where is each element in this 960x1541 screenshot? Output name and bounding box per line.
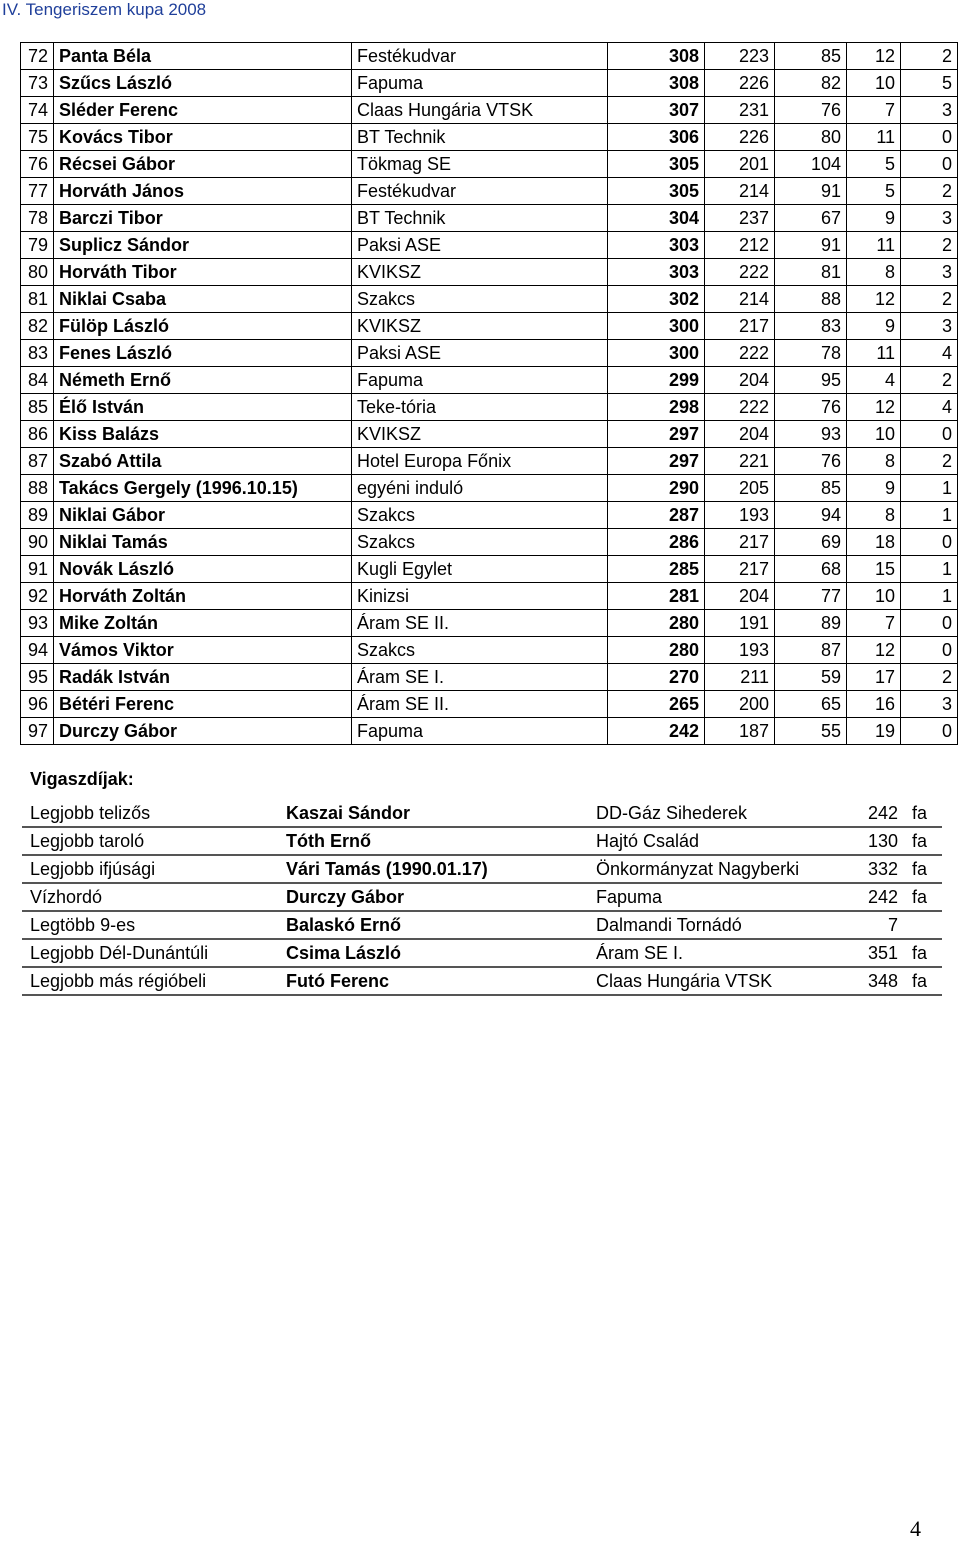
rank-cell: 85 <box>21 394 54 421</box>
award-club: Hajtó Család <box>588 827 828 855</box>
error-count: 10 <box>847 421 901 448</box>
error-count: 17 <box>847 664 901 691</box>
page-number: 4 <box>910 1516 921 1541</box>
club-name: KVIKSZ <box>352 421 608 448</box>
player-name: Sléder Ferenc <box>54 97 352 124</box>
award-winner: Csima László <box>278 939 588 967</box>
award-row <box>22 800 942 827</box>
rank-cell: 91 <box>21 556 54 583</box>
award-row <box>22 827 942 855</box>
total-score: 297 <box>608 448 705 475</box>
player-name: Barczi Tibor <box>54 205 352 232</box>
clear-score: 59 <box>775 664 847 691</box>
award-winner: Kaszai Sándor <box>278 800 588 827</box>
full-score: 222 <box>705 394 775 421</box>
club-name: Festékudvar <box>352 178 608 205</box>
clear-score: 95 <box>775 367 847 394</box>
total-score: 297 <box>608 421 705 448</box>
player-name: Kiss Balázs <box>54 421 352 448</box>
error-count: 12 <box>847 286 901 313</box>
clear-score: 87 <box>775 637 847 664</box>
table-row <box>21 367 958 394</box>
award-score: 332 <box>828 855 902 883</box>
award-unit: fa <box>902 855 942 883</box>
full-score: 222 <box>705 259 775 286</box>
table-row <box>21 205 958 232</box>
table-row <box>21 583 958 610</box>
table-row <box>21 718 958 745</box>
club-name: BT Technik <box>352 205 608 232</box>
club-name: Szakcs <box>352 286 608 313</box>
player-name: Kovács Tibor <box>54 124 352 151</box>
total-score: 303 <box>608 259 705 286</box>
error-count: 7 <box>847 610 901 637</box>
error-count: 9 <box>847 205 901 232</box>
table-row <box>21 448 958 475</box>
error-count: 18 <box>847 529 901 556</box>
total-score: 302 <box>608 286 705 313</box>
award-category: Legtöbb 9-es <box>22 911 278 939</box>
error-count: 11 <box>847 124 901 151</box>
clear-score: 83 <box>775 313 847 340</box>
nines-count: 1 <box>901 583 958 610</box>
nines-count: 3 <box>901 313 958 340</box>
player-name: Fülöp László <box>54 313 352 340</box>
award-winner: Tóth Ernő <box>278 827 588 855</box>
error-count: 5 <box>847 178 901 205</box>
full-score: 204 <box>705 421 775 448</box>
total-score: 242 <box>608 718 705 745</box>
award-unit <box>902 911 942 939</box>
rank-cell: 81 <box>21 286 54 313</box>
award-score: 130 <box>828 827 902 855</box>
table-row <box>21 475 958 502</box>
club-name: Szakcs <box>352 637 608 664</box>
rank-cell: 87 <box>21 448 54 475</box>
club-name: Hotel Europa Főnix <box>352 448 608 475</box>
award-winner: Futó Ferenc <box>278 967 588 995</box>
award-club: DD-Gáz Sihederek <box>588 800 828 827</box>
clear-score: 85 <box>775 475 847 502</box>
table-row <box>21 97 958 124</box>
clear-score: 67 <box>775 205 847 232</box>
total-score: 290 <box>608 475 705 502</box>
nines-count: 2 <box>901 232 958 259</box>
award-row <box>22 967 942 995</box>
table-row <box>21 340 958 367</box>
award-unit: fa <box>902 827 942 855</box>
club-name: Szakcs <box>352 529 608 556</box>
player-name: Bétéri Ferenc <box>54 691 352 718</box>
nines-count: 3 <box>901 205 958 232</box>
total-score: 287 <box>608 502 705 529</box>
clear-score: 81 <box>775 259 847 286</box>
total-score: 305 <box>608 151 705 178</box>
rank-cell: 75 <box>21 124 54 151</box>
clear-score: 55 <box>775 718 847 745</box>
full-score: 211 <box>705 664 775 691</box>
full-score: 222 <box>705 340 775 367</box>
full-score: 237 <box>705 205 775 232</box>
rank-cell: 74 <box>21 97 54 124</box>
total-score: 306 <box>608 124 705 151</box>
clear-score: 69 <box>775 529 847 556</box>
player-name: Horváth Zoltán <box>54 583 352 610</box>
full-score: 221 <box>705 448 775 475</box>
full-score: 201 <box>705 151 775 178</box>
award-score: 348 <box>828 967 902 995</box>
table-row <box>21 124 958 151</box>
total-score: 281 <box>608 583 705 610</box>
full-score: 223 <box>705 43 775 70</box>
award-score: 351 <box>828 939 902 967</box>
clear-score: 94 <box>775 502 847 529</box>
club-name: Teke-tória <box>352 394 608 421</box>
nines-count: 0 <box>901 421 958 448</box>
full-score: 226 <box>705 124 775 151</box>
nines-count: 2 <box>901 286 958 313</box>
award-score: 242 <box>828 883 902 911</box>
total-score: 308 <box>608 43 705 70</box>
award-category: Legjobb más régióbeli <box>22 967 278 995</box>
award-row <box>22 911 942 939</box>
clear-score: 76 <box>775 394 847 421</box>
club-name: egyéni induló <box>352 475 608 502</box>
full-score: 231 <box>705 97 775 124</box>
error-count: 12 <box>847 394 901 421</box>
player-name: Vámos Viktor <box>54 637 352 664</box>
error-count: 7 <box>847 97 901 124</box>
player-name: Fenes László <box>54 340 352 367</box>
player-name: Novák László <box>54 556 352 583</box>
clear-score: 82 <box>775 70 847 97</box>
rank-cell: 93 <box>21 610 54 637</box>
award-category: Legjobb telizős <box>22 800 278 827</box>
club-name: Claas Hungária VTSK <box>352 97 608 124</box>
rank-cell: 84 <box>21 367 54 394</box>
table-row <box>21 421 958 448</box>
clear-score: 78 <box>775 340 847 367</box>
nines-count: 0 <box>901 610 958 637</box>
rank-cell: 72 <box>21 43 54 70</box>
award-row <box>22 855 942 883</box>
club-name: Fapuma <box>352 367 608 394</box>
award-club: Áram SE I. <box>588 939 828 967</box>
full-score: 204 <box>705 583 775 610</box>
rank-cell: 77 <box>21 178 54 205</box>
error-count: 12 <box>847 637 901 664</box>
club-name: KVIKSZ <box>352 259 608 286</box>
error-count: 15 <box>847 556 901 583</box>
nines-count: 4 <box>901 340 958 367</box>
player-name: Suplicz Sándor <box>54 232 352 259</box>
table-row <box>21 502 958 529</box>
club-name: BT Technik <box>352 124 608 151</box>
table-row <box>21 259 958 286</box>
rank-cell: 73 <box>21 70 54 97</box>
club-name: Áram SE I. <box>352 664 608 691</box>
nines-count: 0 <box>901 151 958 178</box>
full-score: 204 <box>705 367 775 394</box>
rank-cell: 94 <box>21 637 54 664</box>
nines-count: 3 <box>901 259 958 286</box>
player-name: Radák István <box>54 664 352 691</box>
clear-score: 89 <box>775 610 847 637</box>
full-score: 217 <box>705 313 775 340</box>
award-unit: fa <box>902 800 942 827</box>
total-score: 307 <box>608 97 705 124</box>
full-score: 193 <box>705 502 775 529</box>
full-score: 200 <box>705 691 775 718</box>
clear-score: 80 <box>775 124 847 151</box>
award-row <box>22 883 942 911</box>
nines-count: 2 <box>901 664 958 691</box>
club-name: Áram SE II. <box>352 610 608 637</box>
document-title: IV. Tengeriszem kupa 2008 <box>2 0 207 19</box>
club-name: Festékudvar <box>352 43 608 70</box>
nines-count: 0 <box>901 637 958 664</box>
table-row <box>21 529 958 556</box>
nines-count: 1 <box>901 502 958 529</box>
awards-title: Vigaszdíjak: <box>30 769 134 789</box>
error-count: 8 <box>847 259 901 286</box>
club-name: Szakcs <box>352 502 608 529</box>
player-name: Horváth János <box>54 178 352 205</box>
nines-count: 2 <box>901 178 958 205</box>
player-name: Szabó Attila <box>54 448 352 475</box>
award-score: 7 <box>828 911 902 939</box>
rank-cell: 82 <box>21 313 54 340</box>
player-name: Takács Gergely (1996.10.15) <box>54 475 352 502</box>
rank-cell: 89 <box>21 502 54 529</box>
total-score: 300 <box>608 340 705 367</box>
error-count: 11 <box>847 340 901 367</box>
total-score: 298 <box>608 394 705 421</box>
club-name: Tökmag SE <box>352 151 608 178</box>
player-name: Niklai Csaba <box>54 286 352 313</box>
results-table <box>20 42 958 745</box>
nines-count: 3 <box>901 97 958 124</box>
total-score: 265 <box>608 691 705 718</box>
nines-count: 0 <box>901 718 958 745</box>
club-name: Fapuma <box>352 718 608 745</box>
nines-count: 2 <box>901 43 958 70</box>
club-name: Kugli Egylet <box>352 556 608 583</box>
full-score: 191 <box>705 610 775 637</box>
award-category: Legjobb Dél-Dunántúli <box>22 939 278 967</box>
rank-cell: 90 <box>21 529 54 556</box>
error-count: 8 <box>847 502 901 529</box>
full-score: 214 <box>705 286 775 313</box>
player-name: Mike Zoltán <box>54 610 352 637</box>
award-club: Dalmandi Tornádó <box>588 911 828 939</box>
clear-score: 91 <box>775 232 847 259</box>
award-winner: Vári Tamás (1990.01.17) <box>278 855 588 883</box>
award-club: Claas Hungária VTSK <box>588 967 828 995</box>
total-score: 270 <box>608 664 705 691</box>
clear-score: 91 <box>775 178 847 205</box>
error-count: 11 <box>847 232 901 259</box>
table-row <box>21 232 958 259</box>
club-name: Paksi ASE <box>352 340 608 367</box>
table-row <box>21 691 958 718</box>
total-score: 304 <box>608 205 705 232</box>
full-score: 187 <box>705 718 775 745</box>
total-score: 286 <box>608 529 705 556</box>
nines-count: 1 <box>901 556 958 583</box>
error-count: 8 <box>847 448 901 475</box>
player-name: Niklai Gábor <box>54 502 352 529</box>
award-score: 242 <box>828 800 902 827</box>
rank-cell: 83 <box>21 340 54 367</box>
clear-score: 77 <box>775 583 847 610</box>
error-count: 10 <box>847 583 901 610</box>
nines-count: 0 <box>901 529 958 556</box>
nines-count: 2 <box>901 367 958 394</box>
error-count: 4 <box>847 367 901 394</box>
clear-score: 76 <box>775 97 847 124</box>
player-name: Panta Béla <box>54 43 352 70</box>
rank-cell: 92 <box>21 583 54 610</box>
award-club: Önkormányzat Nagyberki <box>588 855 828 883</box>
nines-count: 0 <box>901 124 958 151</box>
table-row <box>21 178 958 205</box>
rank-cell: 88 <box>21 475 54 502</box>
full-score: 217 <box>705 556 775 583</box>
full-score: 214 <box>705 178 775 205</box>
full-score: 205 <box>705 475 775 502</box>
clear-score: 85 <box>775 43 847 70</box>
award-unit: fa <box>902 939 942 967</box>
error-count: 9 <box>847 313 901 340</box>
nines-count: 3 <box>901 691 958 718</box>
total-score: 308 <box>608 70 705 97</box>
club-name: Fapuma <box>352 70 608 97</box>
award-category: Legjobb taroló <box>22 827 278 855</box>
player-name: Szűcs László <box>54 70 352 97</box>
total-score: 299 <box>608 367 705 394</box>
rank-cell: 86 <box>21 421 54 448</box>
table-row <box>21 637 958 664</box>
player-name: Horváth Tibor <box>54 259 352 286</box>
clear-score: 65 <box>775 691 847 718</box>
award-category: Vízhordó <box>22 883 278 911</box>
total-score: 303 <box>608 232 705 259</box>
total-score: 280 <box>608 637 705 664</box>
error-count: 16 <box>847 691 901 718</box>
clear-score: 68 <box>775 556 847 583</box>
nines-count: 1 <box>901 475 958 502</box>
award-unit: fa <box>902 967 942 995</box>
award-winner: Durczy Gábor <box>278 883 588 911</box>
rank-cell: 76 <box>21 151 54 178</box>
clear-score: 93 <box>775 421 847 448</box>
table-row <box>21 664 958 691</box>
total-score: 300 <box>608 313 705 340</box>
full-score: 212 <box>705 232 775 259</box>
rank-cell: 95 <box>21 664 54 691</box>
total-score: 280 <box>608 610 705 637</box>
rank-cell: 96 <box>21 691 54 718</box>
rank-cell: 80 <box>21 259 54 286</box>
clear-score: 104 <box>775 151 847 178</box>
nines-count: 5 <box>901 70 958 97</box>
error-count: 10 <box>847 70 901 97</box>
rank-cell: 78 <box>21 205 54 232</box>
table-row <box>21 151 958 178</box>
total-score: 285 <box>608 556 705 583</box>
full-score: 193 <box>705 637 775 664</box>
table-row <box>21 394 958 421</box>
award-row <box>22 939 942 967</box>
player-name: Récsei Gábor <box>54 151 352 178</box>
award-club: Fapuma <box>588 883 828 911</box>
total-score: 305 <box>608 178 705 205</box>
player-name: Durczy Gábor <box>54 718 352 745</box>
error-count: 12 <box>847 43 901 70</box>
table-row <box>21 556 958 583</box>
full-score: 217 <box>705 529 775 556</box>
rank-cell: 79 <box>21 232 54 259</box>
player-name: Németh Ernő <box>54 367 352 394</box>
error-count: 19 <box>847 718 901 745</box>
error-count: 5 <box>847 151 901 178</box>
full-score: 226 <box>705 70 775 97</box>
club-name: KVIKSZ <box>352 313 608 340</box>
table-row <box>21 286 958 313</box>
table-row <box>21 313 958 340</box>
clear-score: 76 <box>775 448 847 475</box>
table-row <box>21 610 958 637</box>
club-name: Áram SE II. <box>352 691 608 718</box>
club-name: Paksi ASE <box>352 232 608 259</box>
player-name: Élő István <box>54 394 352 421</box>
awards-table <box>22 800 942 996</box>
player-name: Niklai Tamás <box>54 529 352 556</box>
clear-score: 88 <box>775 286 847 313</box>
nines-count: 2 <box>901 448 958 475</box>
award-unit: fa <box>902 883 942 911</box>
club-name: Kinizsi <box>352 583 608 610</box>
nines-count: 4 <box>901 394 958 421</box>
award-winner: Balaskó Ernő <box>278 911 588 939</box>
table-row <box>21 43 958 70</box>
award-category: Legjobb ifjúsági <box>22 855 278 883</box>
error-count: 9 <box>847 475 901 502</box>
table-row <box>21 70 958 97</box>
rank-cell: 97 <box>21 718 54 745</box>
